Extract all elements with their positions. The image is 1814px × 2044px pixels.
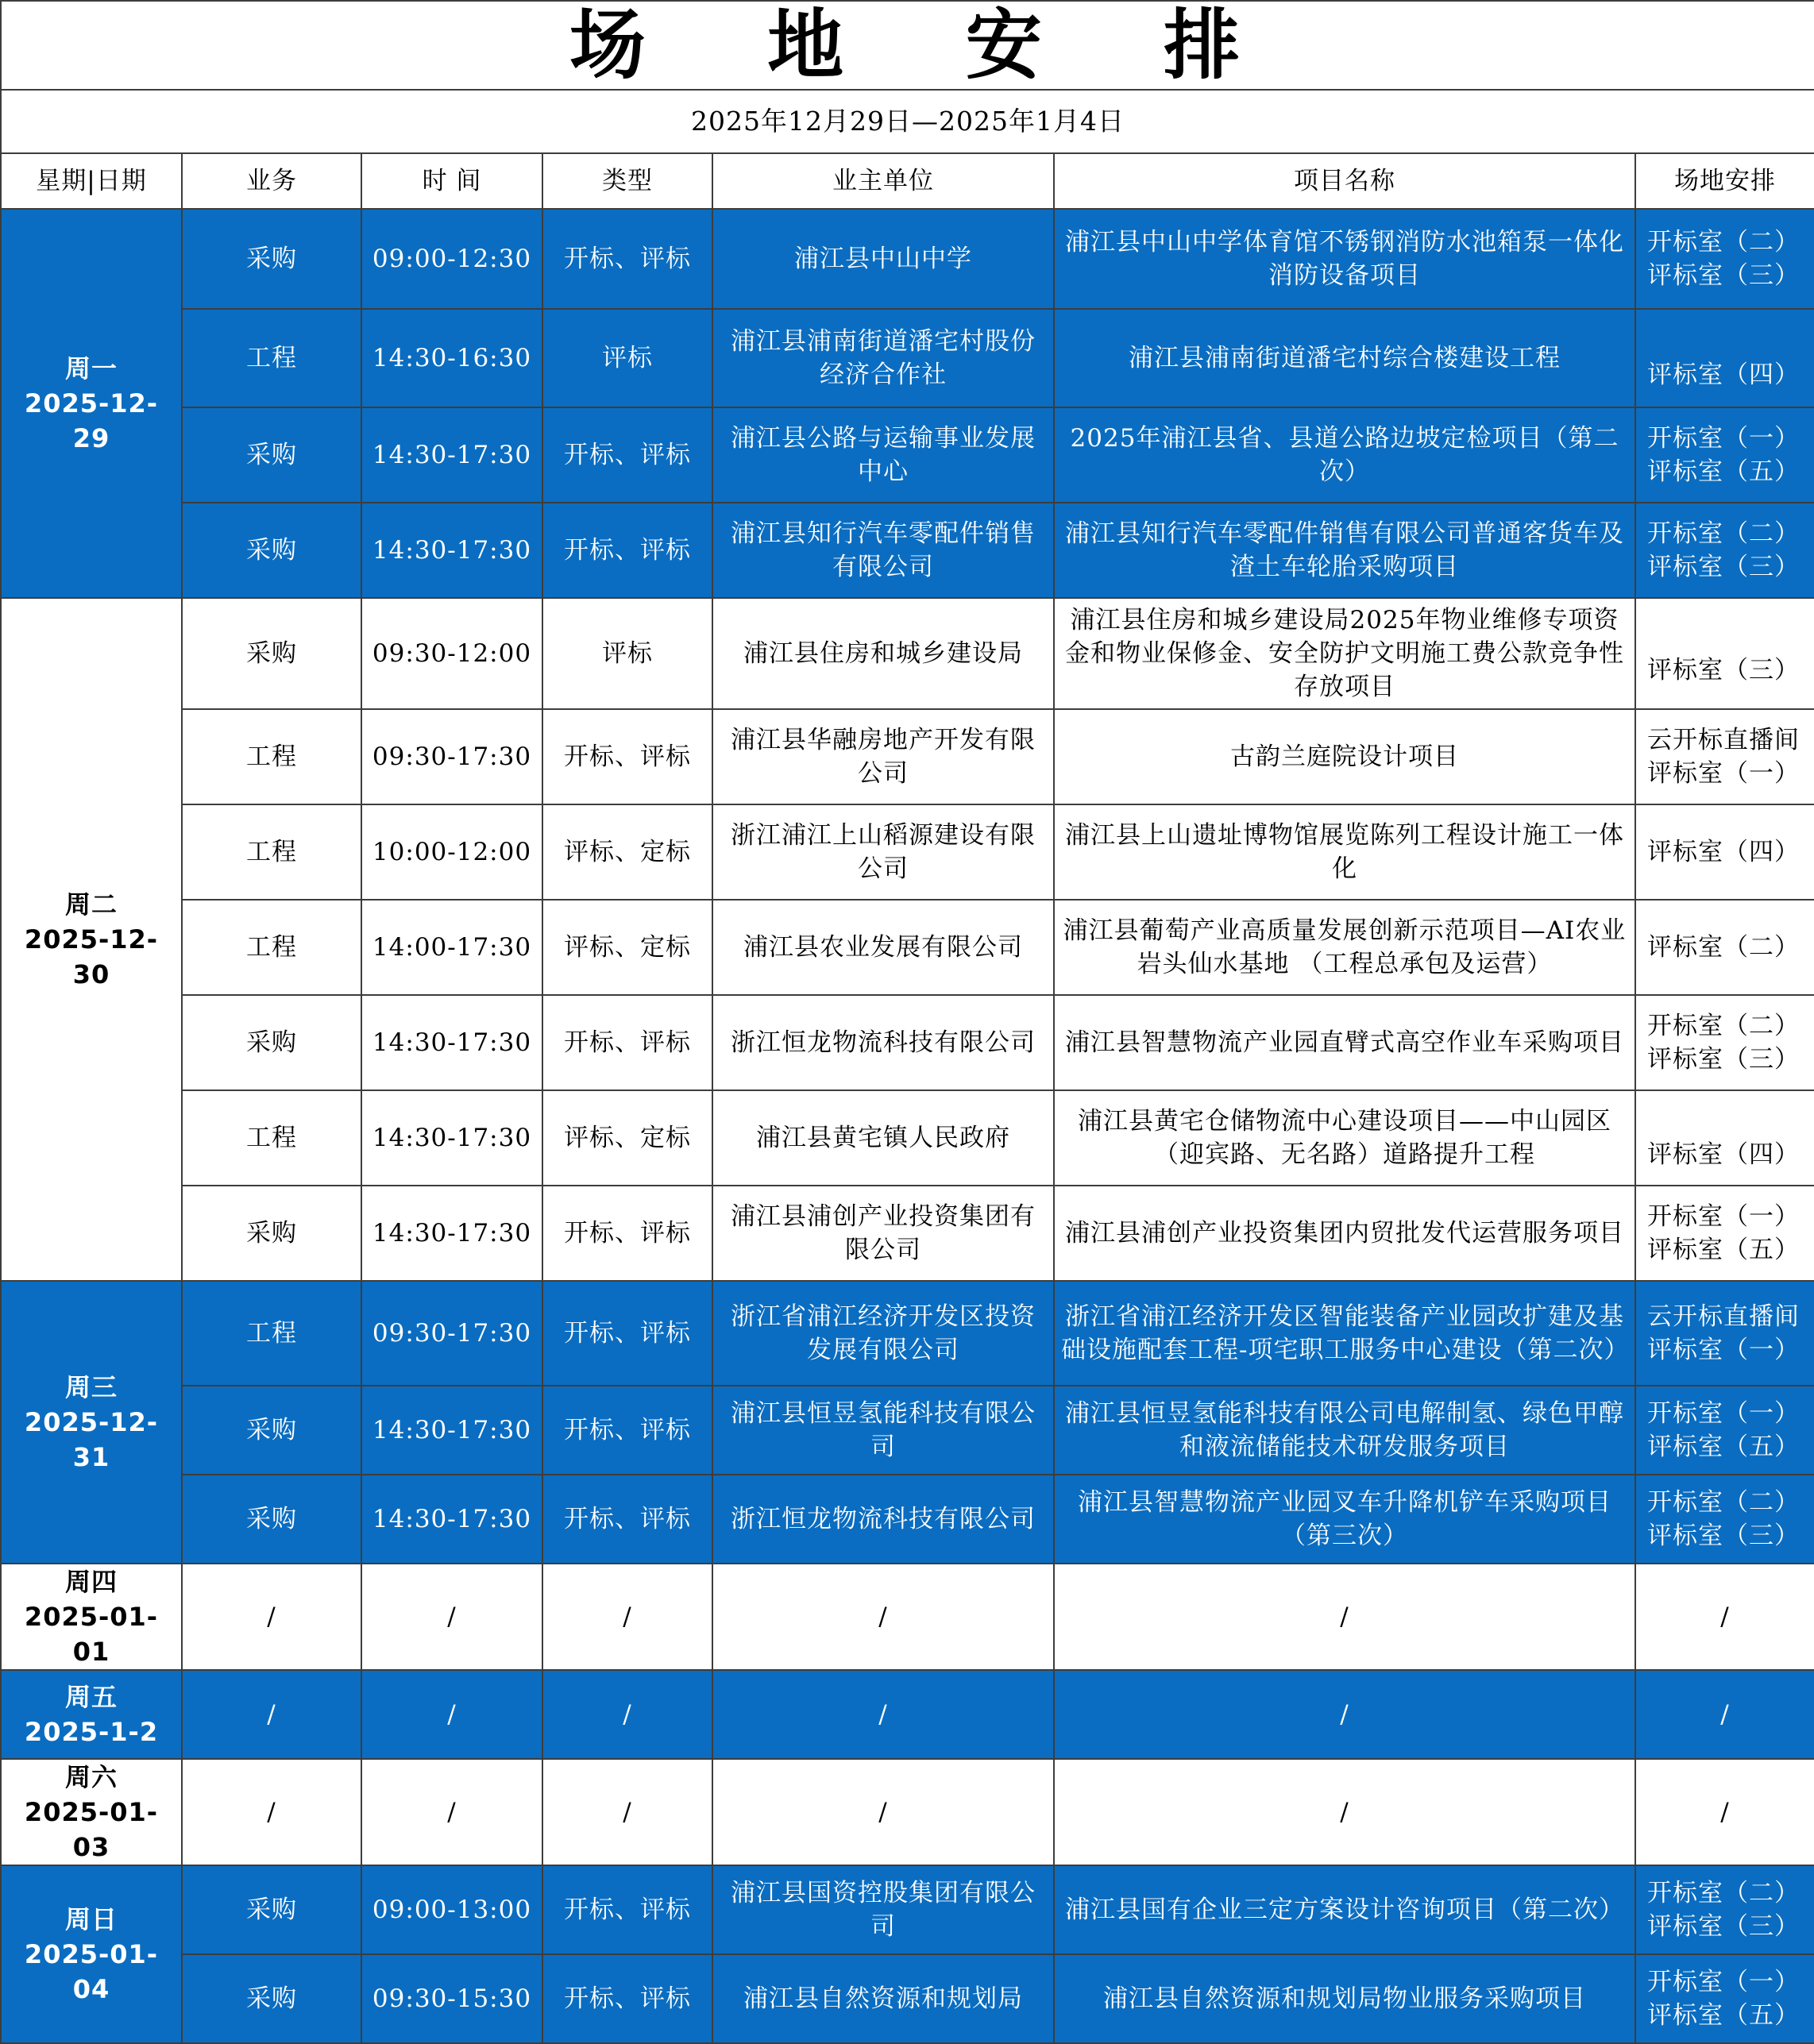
schedule-row [1, 804, 1814, 900]
time-cell: 14:30-17:30 [361, 407, 542, 503]
project-cell: 浦江县知行汽车零配件销售有限公司普通客货车及渣土车轮胎采购项目 [1054, 503, 1635, 598]
owner-cell: 浦江县自然资源和规划局 [712, 1954, 1054, 2043]
owner-cell: 浦江县公路与运输事业发展中心 [712, 407, 1054, 503]
schedule-row [1, 709, 1814, 804]
time-cell: 09:00-13:00 [361, 1865, 542, 1954]
owner-cell: 浦江县恒昱氢能科技有限公司 [712, 1386, 1054, 1475]
owner-cell: 浦江县中山中学 [712, 209, 1054, 309]
venue-line-1 [1647, 1105, 1808, 1138]
project-cell: 浦江县葡萄产业高质量发展创新示范项目—AI农业岩头仙水基地 （工程总承包及运营） [1054, 900, 1635, 995]
business-cell: 采购 [182, 1475, 361, 1564]
date-label: 2025-01-03 [24, 1797, 159, 1862]
schedule-row [1, 598, 1814, 709]
type-cell: 开标、评标 [542, 1865, 712, 1954]
venue-line-1: 开标室（二） [1647, 228, 1800, 256]
owner-cell: / [712, 1670, 1054, 1759]
venue-line-2: 评标室（三） [1647, 1045, 1800, 1074]
venue-line-1: 云开标直播间 [1647, 1302, 1800, 1331]
venue-line-2: 评标室（五） [1647, 1236, 1800, 1264]
venue-line-2: 评标室（三） [1647, 656, 1800, 685]
project-cell: 2025年浦江县省、县道公路边坡定检项目（第二次） [1054, 407, 1635, 503]
venue-line-1: 开标室（二） [1647, 1879, 1800, 1907]
date-label: 2025-01-01 [24, 1602, 159, 1667]
venue-line-1: 开标室（一） [1647, 1399, 1800, 1428]
schedule-row [1, 900, 1814, 995]
business-cell: 工程 [182, 804, 361, 900]
owner-cell: 浦江县浦南街道潘宅村股份经济合作社 [712, 309, 1054, 407]
page-title: 场 地 安 排 [1, 1, 1814, 90]
schedule-row [1, 1564, 1814, 1670]
venue-cell: / [1635, 1670, 1814, 1759]
venue-line-2: 评标室（三） [1647, 261, 1800, 290]
schedule-row [1, 1670, 1814, 1759]
time-cell: 09:30-12:00 [361, 598, 542, 709]
project-cell: 浦江县黄宅仓储物流中心建设项目——中山园区（迎宾路、无名路）道路提升工程 [1054, 1090, 1635, 1186]
type-cell: 开标、评标 [542, 1954, 712, 2043]
business-cell: / [182, 1564, 361, 1670]
type-cell: 开标、评标 [542, 209, 712, 309]
type-cell: 开标、评标 [542, 1281, 712, 1386]
time-cell: 14:30-17:30 [361, 503, 542, 598]
day-cell [1, 1759, 182, 1865]
business-cell: 采购 [182, 995, 361, 1090]
type-cell: 评标、定标 [542, 900, 712, 995]
owner-cell: 浦江县华融房地产开发有限公司 [712, 709, 1054, 804]
schedule-row [1, 1759, 1814, 1865]
time-cell: / [361, 1564, 542, 1670]
venue-line-1: 开标室（二） [1647, 1012, 1800, 1040]
day-cell [1, 209, 182, 598]
business-cell: 工程 [182, 709, 361, 804]
venue-cell: / [1635, 1759, 1814, 1865]
venue-cell [1635, 709, 1814, 804]
venue-cell [1635, 900, 1814, 995]
venue-line-1: 开标室（一） [1647, 1968, 1800, 1996]
date-label: 2025-1-2 [24, 1717, 159, 1747]
project-cell: 浦江县住房和城乡建设局2025年物业维修专项资金和物业保修金、安全防护文明施工费公款竞争性存放项目 [1054, 598, 1635, 709]
day-cell [1, 598, 182, 1281]
project-cell: 古韵兰庭院设计项目 [1054, 709, 1635, 804]
project-cell: 浦江县上山遗址博物馆展览陈列工程设计施工一体化 [1054, 804, 1635, 900]
time-cell: 14:00-17:30 [361, 900, 542, 995]
venue-cell [1635, 407, 1814, 503]
project-cell: 浦江县国有企业三定方案设计咨询项目（第二次） [1054, 1865, 1635, 1954]
project-cell: 浦江县智慧物流产业园叉车升降机铲车采购项目（第三次） [1054, 1475, 1635, 1564]
venue-cell [1635, 209, 1814, 309]
business-cell: 采购 [182, 407, 361, 503]
type-cell: 开标、评标 [542, 1386, 712, 1475]
header-type: 类型 [542, 153, 712, 209]
venue-cell [1635, 1865, 1814, 1954]
project-cell: 浦江县浦创产业投资集团内贸批发代运营服务项目 [1054, 1186, 1635, 1281]
business-cell: 采购 [182, 503, 361, 598]
type-cell: 开标、评标 [542, 1186, 712, 1281]
venue-cell [1635, 1090, 1814, 1186]
business-cell: 采购 [182, 1954, 361, 2043]
type-cell: 开标、评标 [542, 1475, 712, 1564]
date-label: 2025-01-04 [24, 1939, 159, 2004]
day-cell [1, 1865, 182, 2043]
venue-cell: / [1635, 1564, 1814, 1670]
weekday-label: 周六 [64, 1762, 118, 1792]
project-cell: / [1054, 1759, 1635, 1865]
owner-cell: / [712, 1564, 1054, 1670]
time-cell: 14:30-17:30 [361, 1475, 542, 1564]
venue-cell [1635, 1186, 1814, 1281]
venue-cell [1635, 1475, 1814, 1564]
owner-cell: 浦江县国资控股集团有限公司 [712, 1865, 1054, 1954]
business-cell: 采购 [182, 1186, 361, 1281]
time-cell: / [361, 1759, 542, 1865]
schedule-row [1, 1954, 1814, 2043]
business-cell: 采购 [182, 1386, 361, 1475]
project-cell: 浙江省浦江经济开发区智能装备产业园改扩建及基础设施配套工程-项宅职工服务中心建设（第二次） [1054, 1281, 1635, 1386]
venue-line-2: 评标室（一） [1647, 1336, 1800, 1364]
owner-cell: 浙江恒龙物流科技有限公司 [712, 995, 1054, 1090]
venue-line-1: 评标室（二） [1647, 933, 1800, 962]
project-cell: 浦江县恒昱氢能科技有限公司电解制氢、绿色甲醇和液流储能技术研发服务项目 [1054, 1386, 1635, 1475]
venue-line-2: 评标室（四） [1647, 1140, 1800, 1169]
venue-line-1: 评标室（四） [1647, 838, 1800, 866]
owner-cell: 浙江省浦江经济开发区投资发展有限公司 [712, 1281, 1054, 1386]
owner-cell: / [712, 1759, 1054, 1865]
time-cell: 14:30-17:30 [361, 1090, 542, 1186]
weekday-label: 周一 [64, 353, 118, 384]
type-cell: / [542, 1564, 712, 1670]
weekday-label: 周二 [64, 889, 118, 920]
header-time: 时 间 [361, 153, 542, 209]
venue-cell [1635, 1386, 1814, 1475]
header-project: 项目名称 [1054, 153, 1635, 209]
schedule-row [1, 309, 1814, 407]
business-cell: 工程 [182, 900, 361, 995]
day-cell [1, 1564, 182, 1670]
schedule-row [1, 1386, 1814, 1475]
schedule-row [1, 1475, 1814, 1564]
day-cell [1, 1670, 182, 1759]
type-cell: 评标 [542, 309, 712, 407]
time-cell: 14:30-17:30 [361, 1186, 542, 1281]
weekday-label: 周四 [64, 1567, 118, 1597]
schedule-row [1, 1281, 1814, 1386]
type-cell: / [542, 1670, 712, 1759]
business-cell: 采购 [182, 209, 361, 309]
type-cell: 开标、评标 [542, 995, 712, 1090]
time-cell: 09:30-15:30 [361, 1954, 542, 2043]
venue-line-1: 开标室（二） [1647, 519, 1800, 548]
weekday-label: 周五 [64, 1682, 118, 1712]
project-cell: 浦江县中山中学体育馆不锈钢消防水池箱泵一体化消防设备项目 [1054, 209, 1635, 309]
header-business: 业务 [182, 153, 361, 209]
owner-cell: 浙江恒龙物流科技有限公司 [712, 1475, 1054, 1564]
venue-line-2: 评标室（三） [1647, 1912, 1800, 1941]
header-day: 星期|日期 [1, 153, 182, 209]
business-cell: 工程 [182, 1281, 361, 1386]
business-cell: 工程 [182, 309, 361, 407]
header-venue: 场地安排 [1635, 153, 1814, 209]
type-cell: 评标、定标 [542, 804, 712, 900]
business-cell: / [182, 1759, 361, 1865]
weekday-label: 周三 [64, 1372, 118, 1402]
date-range: 2025年12月29日—2025年1月4日 [1, 90, 1814, 153]
venue-line-2: 评标室（三） [1647, 1521, 1800, 1550]
project-cell: 浦江县自然资源和规划局物业服务采购项目 [1054, 1954, 1635, 2043]
type-cell: 开标、评标 [542, 407, 712, 503]
venue-line-2: 评标室（四） [1647, 361, 1800, 389]
project-cell: 浦江县浦南街道潘宅村综合楼建设工程 [1054, 309, 1635, 407]
venue-line-2: 评标室（五） [1647, 457, 1800, 486]
business-cell: 工程 [182, 1090, 361, 1186]
owner-cell: 浦江县黄宅镇人民政府 [712, 1090, 1054, 1186]
type-cell: 开标、评标 [542, 503, 712, 598]
owner-cell: 浦江县住房和城乡建设局 [712, 598, 1054, 709]
type-cell: 开标、评标 [542, 709, 712, 804]
type-cell: 评标 [542, 598, 712, 709]
venue-line-2: 评标室（一） [1647, 759, 1800, 788]
owner-cell: 浦江县农业发展有限公司 [712, 900, 1054, 995]
schedule-row [1, 503, 1814, 598]
schedule-row [1, 407, 1814, 503]
time-cell: 10:00-12:00 [361, 804, 542, 900]
venue-line-1: 开标室（一） [1647, 424, 1800, 453]
date-label: 2025-12-31 [24, 1407, 159, 1472]
time-cell: 09:00-12:30 [361, 209, 542, 309]
type-cell: 评标、定标 [542, 1090, 712, 1186]
venue-line-1: 云开标直播间 [1647, 726, 1800, 754]
time-cell: 14:30-17:30 [361, 1386, 542, 1475]
time-cell: 14:30-17:30 [361, 995, 542, 1090]
venue-cell [1635, 1281, 1814, 1386]
venue-cell [1635, 1954, 1814, 2043]
venue-line-1 [1647, 325, 1808, 358]
business-cell: 采购 [182, 1865, 361, 1954]
time-cell: 09:30-17:30 [361, 1281, 542, 1386]
schedule-row [1, 995, 1814, 1090]
header-owner: 业主单位 [712, 153, 1054, 209]
type-cell: / [542, 1759, 712, 1865]
owner-cell: 浦江县知行汽车零配件销售有限公司 [712, 503, 1054, 598]
venue-line-1 [1647, 620, 1808, 654]
schedule-row [1, 1090, 1814, 1186]
owner-cell: 浙江浦江上山稻源建设有限公司 [712, 804, 1054, 900]
venue-cell [1635, 995, 1814, 1090]
venue-line-2: 评标室（五） [1647, 2001, 1800, 2030]
venue-line-2: 评标室（五） [1647, 1433, 1800, 1461]
date-label: 2025-12-29 [24, 388, 159, 453]
venue-cell [1635, 309, 1814, 407]
business-cell: 采购 [182, 598, 361, 709]
day-cell [1, 1281, 182, 1564]
project-cell: / [1054, 1670, 1635, 1759]
business-cell: / [182, 1670, 361, 1759]
schedule-row [1, 1865, 1814, 1954]
venue-cell [1635, 804, 1814, 900]
owner-cell: 浦江县浦创产业投资集团有限公司 [712, 1186, 1054, 1281]
time-cell: 14:30-16:30 [361, 309, 542, 407]
venue-cell [1635, 503, 1814, 598]
weekday-label: 周日 [64, 1904, 118, 1934]
date-label: 2025-12-30 [24, 924, 159, 989]
venue-line-1: 开标室（二） [1647, 1488, 1800, 1517]
time-cell: / [361, 1670, 542, 1759]
venue-cell [1635, 598, 1814, 709]
project-cell: 浦江县智慧物流产业园直臂式高空作业车采购项目 [1054, 995, 1635, 1090]
venue-line-1: 开标室（一） [1647, 1202, 1800, 1231]
venue-line-2: 评标室（三） [1647, 553, 1800, 581]
schedule-row [1, 1186, 1814, 1281]
schedule-row [1, 209, 1814, 309]
project-cell: / [1054, 1564, 1635, 1670]
header-row [1, 153, 1814, 209]
time-cell: 09:30-17:30 [361, 709, 542, 804]
